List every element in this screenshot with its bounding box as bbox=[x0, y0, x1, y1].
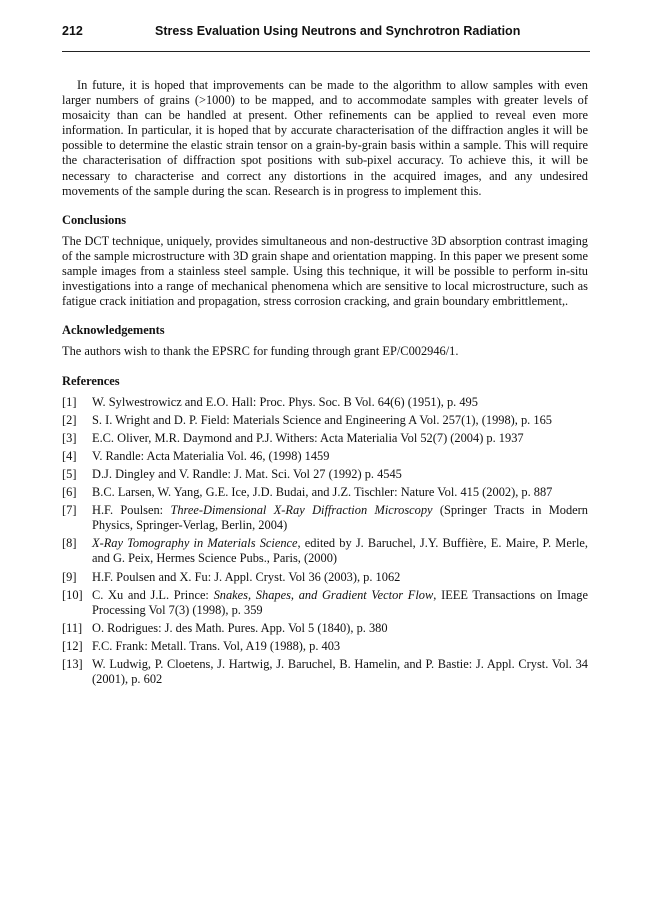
reference-number: [6] bbox=[62, 485, 77, 500]
reference-number: [4] bbox=[62, 448, 77, 463]
reference-number: [8] bbox=[62, 536, 77, 551]
reference-text-tail: , IEEE Transactions on Image Processing Vol 7(3) (1998), p. 359 bbox=[92, 587, 588, 617]
reference-title: Three-Dimensional X-Ray Diffraction Microscopy bbox=[170, 503, 433, 518]
reference-item bbox=[62, 621, 588, 636]
reference-number: [3] bbox=[62, 430, 77, 445]
reference-item bbox=[62, 657, 588, 687]
reference-text-lead: H.F. Poulsen: bbox=[92, 503, 171, 518]
reference-item bbox=[62, 588, 588, 618]
intro-paragraph: In future, it is hoped that improvements can be made to the algorithm to allow samples with even larger numbers of grains (>1000) to be mapped, and to accommodate samples with greater levels of mosaicity than can be handled at present. Other refinements can be applied to reveal even more information. In particular, it is hoped that by accurate characterisation of the diffraction angles it will be possible to determine the elastic strain tensor on a grain-by-grain basis within a sample. This will require the characterisation of diffraction spot positions with sub-pixel accuracy. To achieve this, it will be necessary to characterise and correct any distortions in the acquired images, and any undesired movements of the sample during the scan. Research is in progress to implement this. bbox=[62, 78, 588, 198]
reference-text bbox=[92, 503, 588, 533]
reference-item bbox=[62, 467, 588, 482]
reference-item bbox=[62, 639, 588, 654]
acknowledgements-paragraph: The authors wish to thank the EPSRC for funding through grant EP/C002946/1. bbox=[62, 344, 459, 359]
reference-text: B.C. Larsen, W. Yang, G.E. Ice, J.D. Budai, and J.Z. Tischler: Nature Vol. 415 (2002), p. 887 bbox=[92, 485, 553, 500]
reference-number: [11] bbox=[62, 620, 83, 635]
reference-number: [13] bbox=[62, 657, 83, 671]
reference-title: Snakes, Shapes, and Gradient Vector Flow bbox=[213, 587, 434, 602]
acknowledgements-heading: Acknowledgements bbox=[62, 323, 165, 338]
page-body bbox=[62, 78, 588, 690]
reference-number: [2] bbox=[62, 412, 77, 427]
reference-text: W. Sylwestrowicz and E.O. Hall: Proc. Phys. Soc. B Vol. 64(6) (1951), p. 495 bbox=[92, 394, 478, 409]
header-rule bbox=[62, 51, 590, 52]
conclusions-heading: Conclusions bbox=[62, 212, 127, 227]
reference-text: D.J. Dingley and V. Randle: J. Mat. Sci. Vol 27 (1992) p. 4545 bbox=[92, 466, 402, 481]
reference-number: [1] bbox=[62, 394, 77, 409]
reference-number: [12] bbox=[62, 638, 83, 653]
reference-title: X-Ray Tomography in Materials Science bbox=[92, 536, 298, 551]
reference-list bbox=[62, 395, 588, 688]
reference-number: [7] bbox=[62, 503, 77, 518]
reference-item bbox=[62, 536, 588, 566]
reference-text: W. Ludwig, P. Cloetens, J. Hartwig, J. Baruchel, B. Hamelin, and P. Bastie: J. Appl. Cryst. Vol. 34 (2001), p. 602 bbox=[92, 657, 588, 687]
references-heading: References bbox=[62, 373, 120, 388]
reference-item bbox=[62, 449, 588, 464]
reference-text bbox=[92, 536, 588, 566]
page-number: 212 bbox=[62, 24, 83, 38]
reference-text: O. Rodrigues: J. des Math. Pures. App. Vol 5 (1840), p. 380 bbox=[92, 620, 388, 635]
reference-item bbox=[62, 503, 588, 533]
reference-item bbox=[62, 413, 588, 428]
reference-text: F.C. Frank: Metall. Trans. Vol, A19 (1988), p. 403 bbox=[92, 638, 341, 653]
reference-number: [9] bbox=[62, 569, 77, 584]
reference-text-tail: , edited by J. Baruchel, J.Y. Buffière, E. Maire, P. Merle, and G. Peix, Hermes Science Pubs., Paris, (2000) bbox=[92, 536, 588, 566]
reference-text-tail: (Springer Tracts in Modern Physics, Springer-Verlag, Berlin, 2004) bbox=[92, 503, 588, 533]
reference-item bbox=[62, 570, 588, 585]
reference-text bbox=[92, 588, 588, 618]
reference-item bbox=[62, 485, 588, 500]
reference-text: E.C. Oliver, M.R. Daymond and P.J. Withers: Acta Materialia Vol 52(7) (2004) p. 1937 bbox=[92, 430, 524, 445]
conclusions-paragraph: The DCT technique, uniquely, provides simultaneous and non-destructive 3D absorption contrast imaging of the sample microstructure with 3D grain shape and orientation mapping. In this paper we present some sample images from a stainless steel sample. Using this technique, it will be possible to perform in-situ investigations into a range of mechanical phenomena which are sensitive to local microstructure, such as fatigue crack initiation and propagation, stress corrosion cracking, and grain boundary embrittlement,. bbox=[62, 233, 588, 309]
reference-item bbox=[62, 431, 588, 446]
reference-text: V. Randle: Acta Materialia Vol. 46, (1998) 1459 bbox=[92, 448, 330, 463]
running-title: Stress Evaluation Using Neutrons and Synchrotron Radiation bbox=[155, 24, 521, 38]
reference-number: [10] bbox=[62, 587, 83, 602]
running-header bbox=[62, 24, 590, 44]
reference-number: [5] bbox=[62, 466, 77, 481]
reference-text-lead: C. Xu and J.L. Prince: bbox=[92, 587, 214, 602]
reference-text: H.F. Poulsen and X. Fu: J. Appl. Cryst. Vol 36 (2003), p. 1062 bbox=[92, 569, 401, 584]
reference-item bbox=[62, 395, 588, 410]
reference-text: S. I. Wright and D. P. Field: Materials Science and Engineering A Vol. 257(1), (1998), p. 165 bbox=[92, 412, 552, 427]
